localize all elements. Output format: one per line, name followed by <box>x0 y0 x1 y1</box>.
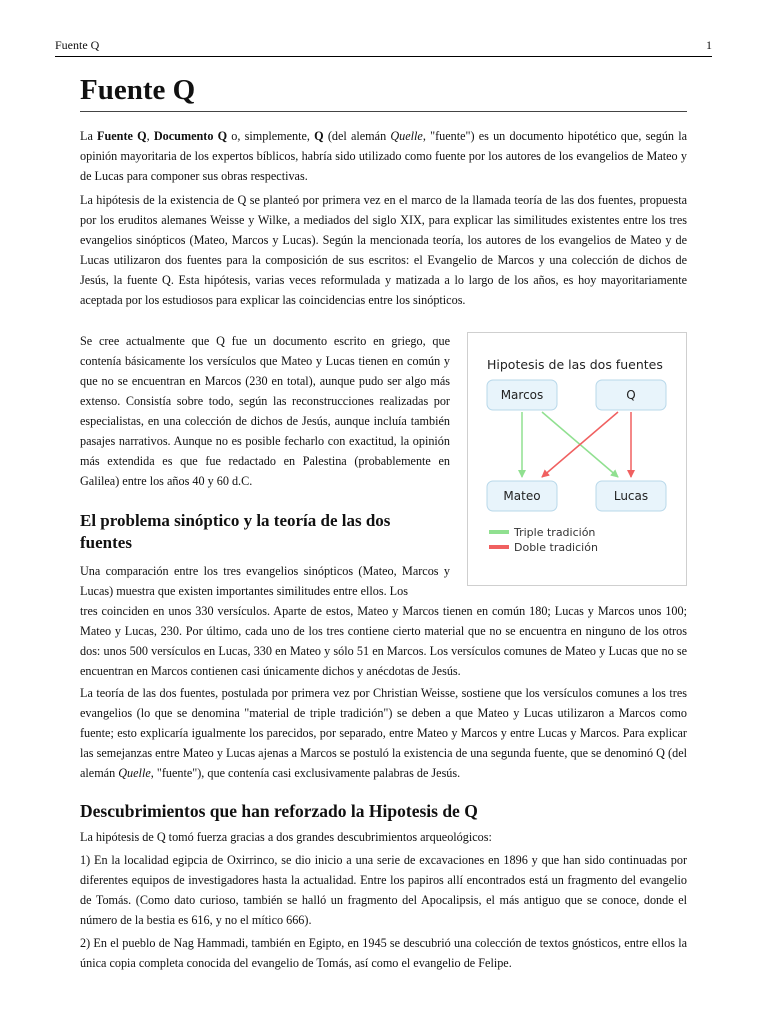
italic-term: Quelle <box>118 766 151 780</box>
history-paragraph: La hipótesis de la existencia de Q se planteó por primera vez en el marco de la llamada teoría de las dos fuentes, propuesta por los eruditos alemanes Weisse y Wilke, a mediados del siglo XIX, para explicar las similitudes existentes entre los tres evangelios sinópticos (Mateo, Marcos y Lucas). Según la mencionada teoría, los autores de los evangelios de Mateo y de Lucas utilizaron dos fuentes para la composición de sus escritos: el Evangelio de Marcos y una colección de dichos de Jesús, la fuente Q. Esta hipótesis, varias veces reformulada y matizada a lo largo de los años, es hoy mayoritariamente aceptada por los estudiosos para explicar las coincidencias entre los sinópticos. <box>80 193 687 307</box>
discovery-nag-hammadi: 2) En el pueblo de Nag Hammadi, también en Egipto, en 1945 se descubrió una colección de textos gnósticos, entre ellos la única copia completa conocida del evangelio de Tomás, así como el evangelio de Felipe. <box>80 936 687 970</box>
two-source-diagram <box>467 332 687 586</box>
bold-term: Q <box>314 129 324 143</box>
legend-triple: Triple tradición <box>514 526 596 539</box>
node-lucas: Lucas <box>613 489 649 503</box>
bold-term: Fuente Q <box>97 129 147 143</box>
diagram-title: Hipotesis de las dos fuentes <box>487 357 663 372</box>
page-number: 1 <box>706 38 712 52</box>
synoptic-paragraph-cont: tres coinciden en unos 330 versículos. Aparte de estos, Mateo y Marcos tienen en común 180; Lucas y Marcos unos 100; Mateo y Lucas, 230. Por último, cada uno de los tres contiene cierto material que no se encuentra en ninguno de los otros dos: unos 500 versículos en Lucas, 330 en Mateo y sólo 51 en Marcos. Los versículos comunes de Mateo y Lucas que no se encuentran en Marcos contienen casi únicamente dichos y anécdotas de Jesús. <box>80 604 687 678</box>
page-title: Fuente Q <box>80 74 687 112</box>
synoptic-paragraph-start: Una comparación entre los tres evangelios sinópticos (Mateo, Marcos y Lucas) muestra que existen importantes similitudes entre ellos. Los <box>80 564 450 598</box>
node-q: Q <box>626 388 636 402</box>
node-marcos: Marcos <box>500 388 544 402</box>
discovery-oxirrinco: 1) En la localidad egipcia de Oxirrinco, se dio inicio a una serie de excavaciones en 1896 y que han sido continuadas por diferentes equipos de investigadores hasta la actualidad. Entre los papiros allí encontrados está un fragmento del evangelio de Tomás. (Como dato curioso, también se halló un fragmento del Apocalipsis, el más antiguo que se conoce, donde el número de la bestia es 616, y no el mítico 666). <box>80 853 687 927</box>
running-title: Fuente Q <box>55 38 100 52</box>
discoveries-intro: La hipótesis de Q tomó fuerza gracias a dos grandes descubrimientos arqueológicos: <box>80 830 492 844</box>
running-header <box>55 38 712 57</box>
two-source-paragraph: La teoría de las dos fuentes, postulada por primera vez por Christian Weisse, sostiene que los versículos comunes a los tres evangelios (lo que se denomina "material de triple tradición") se deben a que Mateo y Lucas utilizaron a Marcos como fuente; esto explicaría igualmente los parecidos, por separado, entre Mateo y Marcos y entre Lucas y Marcos. Para explicar las semejanzas entre Mateo y Lucas ajenas a Marcos se postuló la existencia de una segunda fuente, que se denominó Q (del alemán Quelle, "fuente"), que contenía casi exclusivamente palabras de Jesús. <box>80 686 687 780</box>
legend-doble: Doble tradición <box>514 541 598 554</box>
section-heading-discoveries: Descubrimientos que han reforzado la Hipotesis de Q <box>80 801 478 821</box>
q-description-paragraph: Se cree actualmente que Q fue un documento escrito en griego, que contenía básicamente los versículos que Mateo y Lucas tienen en común y que no se encuentran en Marcos (230 en total), aunque pudo ser algo más extenso. Consistía sobre todo, según las reconstrucciones realizadas por especialistas, en una colección de dichos de Jesús, aunque incluía también pasajes narrativos. Aunque no es posible fecharlo con exactitud, la opinión más extendida es que fue redactado en Palestina (probablemente en Galilea) entre los años 40 y 60 d.C. <box>80 334 450 488</box>
section-heading-synoptic: El problema sinóptico y la teoría de las dos fuentes <box>80 511 391 552</box>
bold-term: Documento Q <box>153 129 228 143</box>
intro-paragraph: La Fuente Q, Documento Q o, simplemente, Q (del alemán Quelle, "fuente") es un documento hipotético que, según la opinión mayoritaria de los expertos bíblicos, habría sido utilizado como fuente por los autores de los evangelios de Mateo y de Lucas para componer sus obras respectivas. <box>80 129 688 183</box>
diagram-svg <box>468 333 686 585</box>
node-mateo: Mateo <box>503 489 541 503</box>
italic-term: Quelle <box>390 129 423 143</box>
